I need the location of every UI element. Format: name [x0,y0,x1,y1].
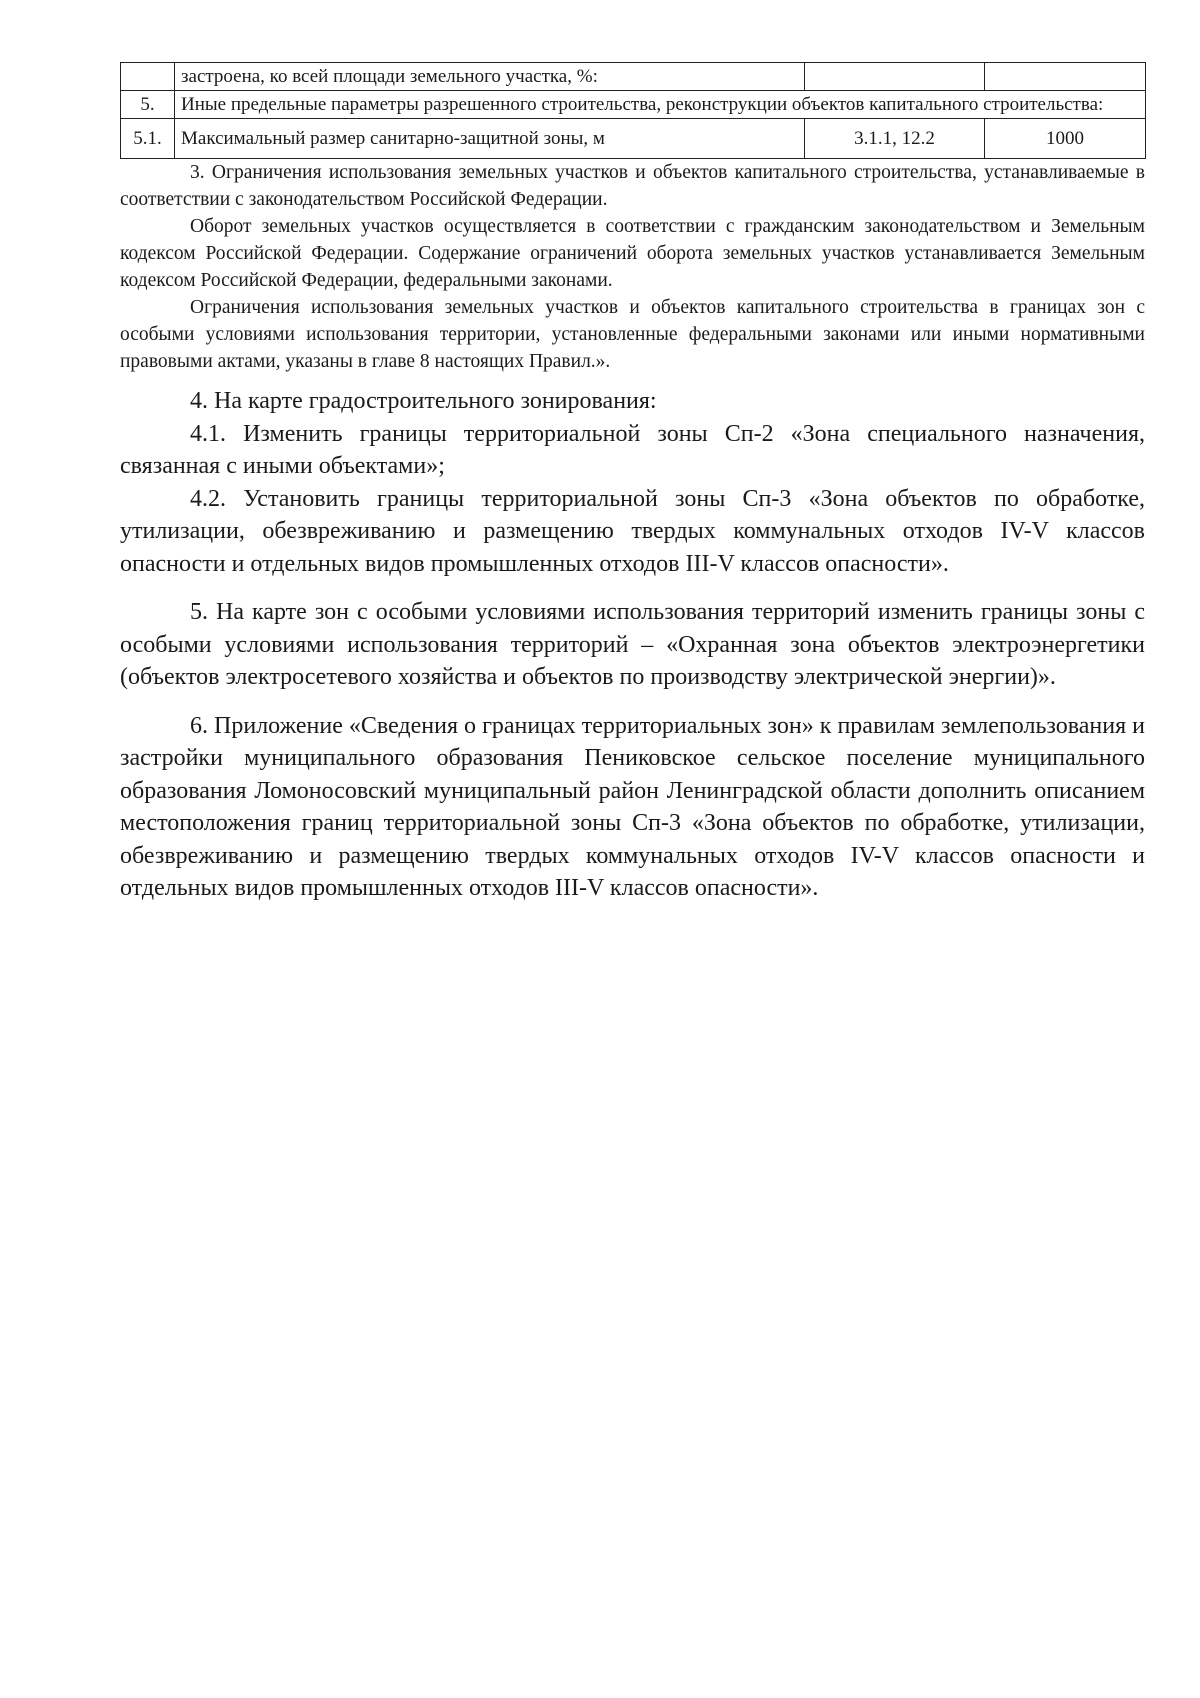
section-3-paragraph: Ограничения использования земельных участков и объектов капитального строительства в границах зон с особыми условиями использования территории, установленные федеральными законами или иными нормативными правовыми актами, указаны в главе 8 настоящих Правил.». [120,297,1145,372]
section-4-2-paragraph: 4.2. Установить границы территориальной зоны Сп-3 «Зона объектов по обработке, утилизации, обезвреживанию и размещению твердых коммунальных отходов IV-V классов опасности и отдельных видов промышленных отходов III-V классов опасности». [120,485,1145,577]
row-value: 1000 [985,119,1146,159]
row-reference [805,63,985,91]
table-row [121,63,1146,91]
section-3-heading: 3. Ограничения использования земельных участков и объектов капитального строительства, устанавливаемые в соответствии с законодательством Российской Федерации. [120,162,1145,210]
row-value [985,63,1146,91]
section-3-paragraph: Оборот земельных участков осуществляется в соответствии с гражданским законодательством и Земельным кодексом Российской Федерации. Содержание ограничений оборота земельных участков устанавливается Земельным кодексом Российской Федерации, федеральными законами. [120,216,1145,291]
row-number: 5. [121,91,175,119]
section-6-paragraph: 6. Приложение «Сведения о границах территориальных зон» к правилам землепользования и застройки муниципального образования Пениковское сельское поселение муниципального образования Ломоносовский муниципальный район Ленинградской области дополнить описанием местоположения границ территориальной зоны Сп-3 «Зона объектов по обработке, утилизации, обезвреживанию и размещению твердых коммунальных отходов IV-V классов опасности и отдельных видов промышленных отходов III-V классов опасности». [120,712,1145,901]
document-page [120,62,1145,905]
section-4-heading: 4. На карте градостроительного зонирования: [190,388,657,414]
row-number [121,63,175,91]
row-text: Максимальный размер санитарно-защитной зоны, м [175,119,805,159]
parameters-table [120,62,1146,159]
section-5-paragraph: 5. На карте зон с особыми условиями использования территорий изменить границы зоны с особыми условиями использования территорий – «Охранная зона объектов электроэнергетики (объектов электросетевого хозяйства и объектов по производству электрической энергии)». [120,599,1145,690]
row-reference: 3.1.1, 12.2 [805,119,985,159]
row-text: застроена, ко всей площади земельного участка, %: [175,63,805,91]
row-number: 5.1. [121,119,175,159]
table-row [121,91,1146,119]
row-text: Иные предельные параметры разрешенного строительства, реконструкции объектов капитального строительства: [175,91,1146,119]
section-4-1-paragraph: 4.1. Изменить границы территориальной зоны Сп-2 «Зона специального назначения, связанная с иными объектами»; [120,420,1145,479]
table-row [121,119,1146,159]
